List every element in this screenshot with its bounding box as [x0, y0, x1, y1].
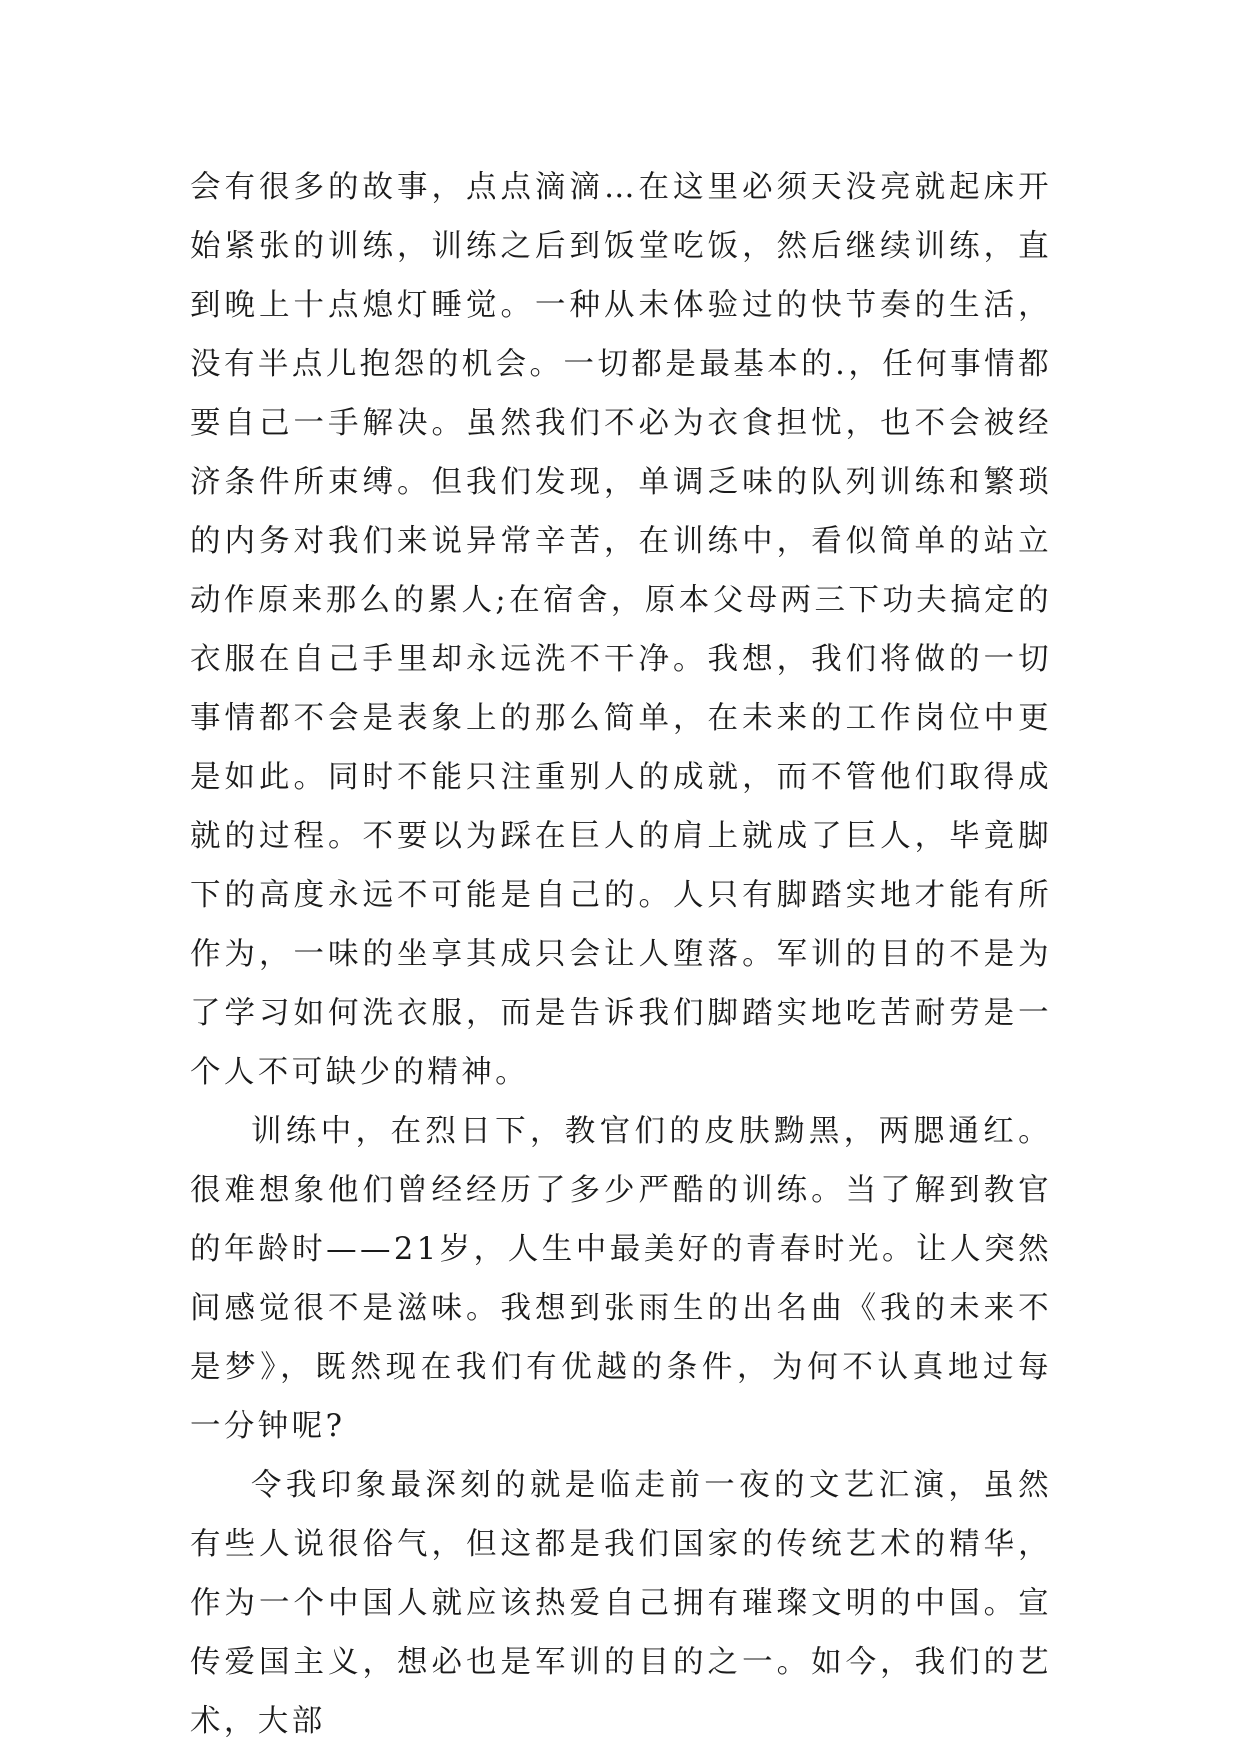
paragraph-2: 训练中，在烈日下，教官们的皮肤黝黑，两腮通红。很难想象他们曾经经历了多少严酷的训练。当了解到教官的年龄时——21岁，人生中最美好的青春时光。让人突然间感觉很不是滋味。我想到张雨生的出名曲《我的未来不是梦》，既然现在我们有优越的条件，为何不认真地过每一分钟呢?: [190, 1114, 1052, 1444]
document-body: [190, 158, 1052, 1751]
paragraph-3: 令我印象最深刻的就是临走前一夜的文艺汇演，虽然有些人说很俗气，但这都是我们国家的传统艺术的精华，作为一个中国人就应该热爱自己拥有璀璨文明的中国。宣传爱国主义，想必也是军训的目的之一。如今，我们的艺术，大部: [190, 1468, 1052, 1739]
paragraph-1: 会有很多的故事，点点滴滴…在这里必须天没亮就起床开始紧张的训练，训练之后到饭堂吃饭，然后继续训练，直到晚上十点熄灯睡觉。一种从未体验过的快节奏的生活，没有半点儿抱怨的机会。一切都是最基本的.，任何事情都要自己一手解决。虽然我们不必为衣食担忧，也不会被经济条件所束缚。但我们发现，单调乏味的队列训练和繁琐的内务对我们来说异常辛苦，在训练中，看似简单的站立动作原来那么的累人;在宿舍，原本父母两三下功夫搞定的衣服在自己手里却永远洗不干净。我想，我们将做的一切事情都不会是表象上的那么简单，在未来的工作岗位中更是如此。同时不能只注重别人的成就，而不管他们取得成就的过程。不要以为踩在巨人的肩上就成了巨人，毕竟脚下的高度永远不可能是自己的。人只有脚踏实地才能有所作为，一味的坐享其成只会让人堕落。军训的目的不是为了学习如何洗衣服，而是告诉我们脚踏实地吃苦耐劳是一个人不可缺少的精神。: [190, 170, 1052, 1090]
